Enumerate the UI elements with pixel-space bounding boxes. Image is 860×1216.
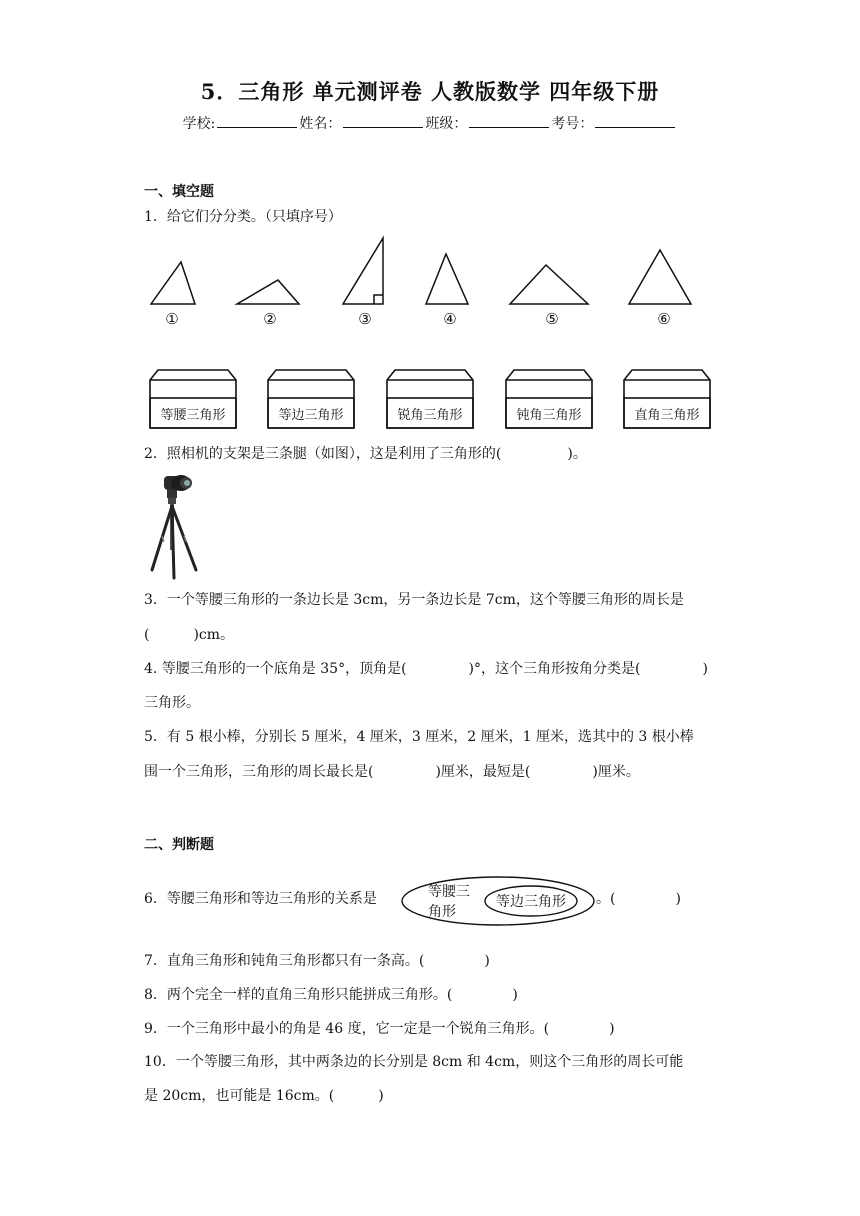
question-6-open-paren: 。(	[596, 891, 616, 907]
camera-tripod-image	[140, 470, 206, 582]
question-10-close-paren: )	[378, 1088, 384, 1104]
exam-no-label: 考号：	[551, 116, 594, 132]
exam-no-blank[interactable]	[595, 113, 675, 128]
question-8-text: 8．两个完全一样的直角三角形只能拼成三角形。(	[144, 987, 453, 1003]
triangle-4	[426, 254, 468, 304]
category-label-right: 直角三角形	[634, 408, 700, 423]
venn-outer-label-2: 角形	[428, 904, 456, 920]
triangle-label-3: ③	[358, 310, 372, 328]
name-label: 姓名：	[299, 116, 342, 132]
school-label: 学校:	[182, 116, 216, 132]
venn-inner-label: 等边三角形	[496, 894, 566, 910]
question-7-text: 7．直角三角形和钝角三角形都只有一条高。(	[144, 953, 425, 969]
student-info-line	[0, 113, 860, 133]
question-9-close-paren: )	[609, 1021, 615, 1037]
section-heading-true-false: 二、判断题	[144, 837, 214, 853]
triangle-label-5: ⑤	[545, 310, 559, 328]
question-3-line-2	[144, 625, 234, 645]
question-4-line-1	[144, 659, 708, 679]
question-4-text-c: )	[702, 661, 708, 677]
category-label-acute: 锐角三角形	[397, 408, 463, 423]
question-5-line-2	[144, 762, 640, 782]
question-2-text: 2．照相机的支架是三条腿（如图），这是利用了三角形的(	[144, 446, 502, 462]
section-heading-fill-blank: 一、填空题	[144, 184, 214, 200]
question-10-text: 是 20cm，也可能是 16cm。(	[144, 1088, 335, 1104]
triangle-label-2: ②	[263, 310, 277, 328]
triangle-label-4: ④	[443, 310, 457, 328]
question-6-end	[596, 889, 681, 909]
question-3-unit: )cm。	[193, 627, 235, 643]
question-9	[144, 1019, 615, 1039]
question-2-text-end: )。	[567, 446, 587, 462]
class-label: 班级：	[425, 116, 468, 132]
question-4-text-a: 4. 等腰三角形的一个底角是 35°，顶角是(	[144, 661, 407, 677]
question-8	[144, 985, 518, 1005]
question-4-line-2: 三角形。	[144, 695, 200, 711]
question-7	[144, 951, 490, 971]
name-blank[interactable]	[343, 113, 423, 128]
category-boxes-figure	[140, 362, 720, 434]
question-9-text: 9．一个三角形中最小的角是 46 度，它一定是一个锐角三角形。(	[144, 1021, 550, 1037]
question-1: 1．给它们分分类。（只填序号）	[144, 209, 342, 225]
question-3-open-paren: (	[144, 627, 150, 643]
triangle-2	[237, 280, 299, 304]
triangle-1	[151, 262, 195, 304]
question-2	[144, 444, 587, 464]
triangle-label-6: ⑥	[657, 310, 671, 328]
category-label-obtuse: 钝角三角形	[516, 408, 582, 423]
category-label-isosceles: 等腰三角形	[160, 408, 226, 423]
venn-diagram	[398, 874, 598, 928]
question-5-text-b: )厘米，最短是(	[435, 764, 531, 780]
venn-outer-label-1: 等腰三	[428, 884, 470, 900]
triangle-3	[343, 238, 383, 304]
question-6-text: 6．等腰三角形和等边三角形的关系是	[144, 891, 377, 907]
triangle-6	[629, 250, 691, 304]
question-6-close-paren: )	[675, 891, 681, 907]
page-title: 5．三角形 单元测评卷 人教版数学 四年级下册	[200, 79, 660, 104]
question-3-line-1: 3．一个等腰三角形的一条边长是 3cm，另一条边长是 7cm，这个等腰三角形的周长是	[144, 592, 684, 608]
question-8-close-paren: )	[512, 987, 518, 1003]
triangle-label-1: ①	[165, 310, 179, 328]
question-10-line-1: 10．一个等腰三角形，其中两条边的长分别是 8cm 和 4cm，则这个三角形的周长可能	[144, 1054, 684, 1070]
class-blank[interactable]	[469, 113, 549, 128]
school-blank[interactable]	[217, 113, 297, 128]
question-4-text-b: )°，这个三角形按角分类是(	[468, 661, 641, 677]
category-label-equilateral: 等边三角形	[278, 408, 344, 423]
question-10-line-2	[144, 1086, 384, 1106]
question-7-close-paren: )	[484, 953, 490, 969]
triangle-5	[510, 265, 588, 304]
triangles-figure	[140, 232, 710, 332]
question-5-text-a: 围一个三角形，三角形的周长最长是(	[144, 764, 374, 780]
question-5-line-1: 5．有 5 根小棒，分别长 5 厘米，4 厘米，3 厘米，2 厘米，1 厘米，选其中的 3 根小棒	[144, 729, 694, 745]
question-5-text-c: )厘米。	[592, 764, 640, 780]
